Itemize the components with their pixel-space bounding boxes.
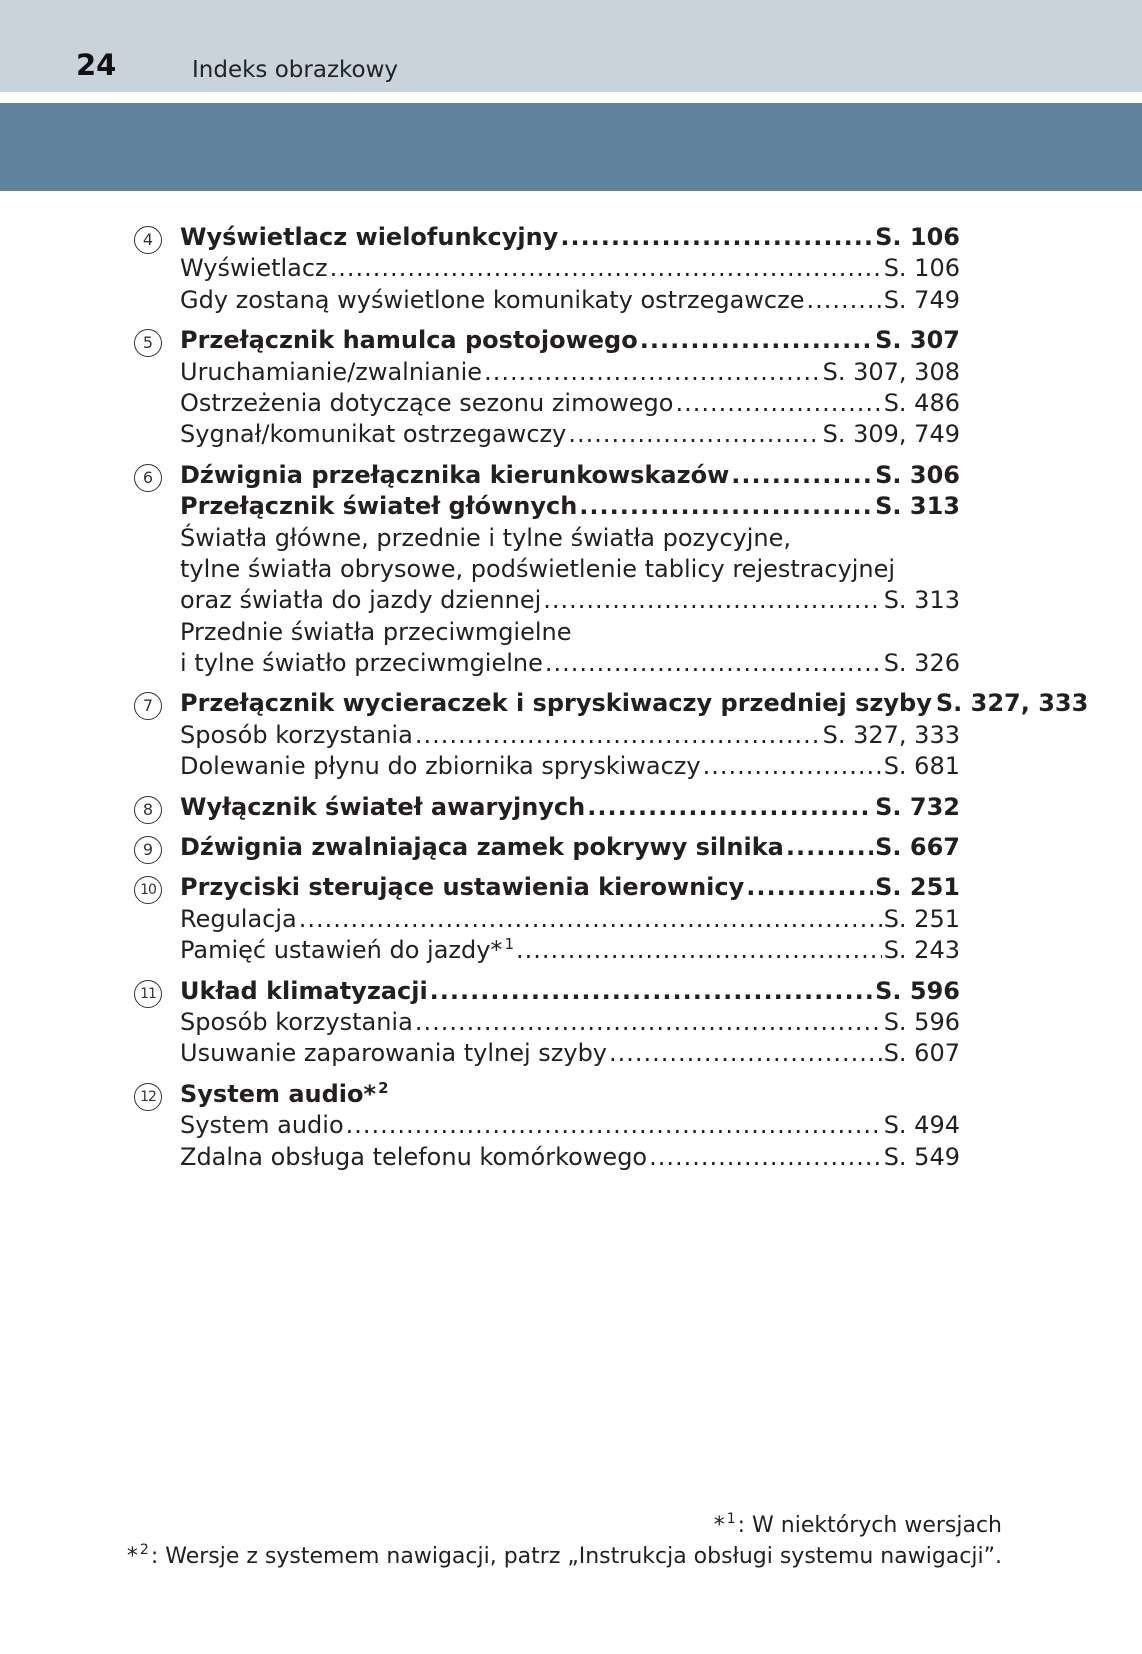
page-reference: S. 243 <box>883 936 960 965</box>
index-subentry <box>180 935 960 966</box>
page-reference: S. 607 <box>883 1039 960 1068</box>
dot-leader <box>568 419 820 450</box>
picture-index-list <box>130 222 1089 1182</box>
page-reference: S. 732 <box>875 792 960 821</box>
index-subentry <box>180 523 960 554</box>
index-group <box>130 976 960 1070</box>
dot-leader <box>675 388 881 419</box>
entry-text: tylne światła obrysowe, podświetlenie tablicy rejestracyjnej <box>180 554 896 583</box>
index-group <box>130 222 960 316</box>
entry-text: Gdy zostaną wyświetlone komunikaty ostrzegawcze <box>180 285 805 314</box>
index-subentry <box>180 1038 960 1069</box>
circled-number: 9 <box>134 836 162 864</box>
entry-text: Sposób korzystania <box>180 1007 413 1036</box>
index-subentry <box>180 357 960 388</box>
index-subentry <box>180 554 960 585</box>
dot-leader <box>649 1142 882 1173</box>
index-heading <box>180 491 960 522</box>
page-reference: S. 681 <box>883 752 960 781</box>
index-heading <box>180 688 1089 719</box>
entry-text: Przełącznik świateł głównych <box>180 492 578 521</box>
entry-text: Wyświetlacz <box>180 254 328 283</box>
dot-leader <box>299 904 882 935</box>
index-group <box>130 688 1089 782</box>
dot-leader <box>415 1007 882 1038</box>
index-subentry <box>180 1142 960 1173</box>
entry-text: Ostrzeżenia dotyczące sezonu zimowego <box>180 388 674 417</box>
section-title: Indeks obrazkowy <box>192 57 399 83</box>
index-heading <box>180 222 960 253</box>
index-subentry <box>180 617 960 648</box>
entry-text: Układ klimatyzacji <box>180 976 428 1005</box>
entry-text: oraz światła do jazdy dziennej <box>180 586 542 615</box>
entry-text: Przyciski sterujące ustawienia kierownicy <box>180 873 745 902</box>
page-reference: S. 486 <box>883 388 960 417</box>
page-number: 24 <box>76 48 117 82</box>
page-reference: S. 327, 333 <box>822 720 960 749</box>
circled-number: 10 <box>134 876 162 904</box>
entry-text: Dźwignia przełącznika kierunkowskazów <box>180 460 730 489</box>
entry-text: Regulacja <box>180 904 297 933</box>
index-heading <box>180 832 960 863</box>
index-group <box>130 872 960 966</box>
entry-text: Wyświetlacz wielofunkcyjny <box>180 223 559 251</box>
footnote: * $^2$: Wersje z systemem nawigacji, patrz „Instrukcja obsługi systemu nawigacji”. <box>126 1542 1002 1569</box>
index-subentry <box>180 720 960 751</box>
entry-text: Wyłącznik świateł awaryjnych <box>180 792 586 821</box>
entry-text: Pamięć ustawień do jazdy* $^1$ <box>180 935 514 965</box>
dot-leader <box>703 751 882 782</box>
index-heading <box>180 976 960 1007</box>
dot-leader <box>484 357 821 388</box>
dot-leader <box>543 585 881 616</box>
dot-leader <box>516 935 882 966</box>
entry-text: System audio* $^2$ <box>180 1078 389 1108</box>
index-heading <box>180 792 960 823</box>
index-subentry <box>180 285 960 316</box>
index-group <box>130 832 960 863</box>
page-reference: S. 313 <box>875 492 960 521</box>
circled-number: 8 <box>134 796 162 824</box>
circled-number: 4 <box>134 226 162 254</box>
index-subentry <box>180 585 960 616</box>
page-reference: S. 106 <box>875 223 960 251</box>
page-reference: S. 251 <box>883 904 960 933</box>
footnote: * $^1$: W niektórych wersjach <box>713 1511 1002 1538</box>
dot-leader <box>560 222 873 253</box>
dot-leader <box>806 285 881 316</box>
circled-number: 5 <box>134 329 162 357</box>
page-reference: S. 667 <box>875 833 960 862</box>
index-group <box>130 792 960 823</box>
index-group <box>130 325 960 451</box>
index-heading <box>180 1079 960 1110</box>
entry-text: System audio <box>180 1111 344 1140</box>
dot-leader <box>609 1038 882 1069</box>
index-subentry <box>180 419 960 450</box>
entry-text: Przełącznik wycieraczek i spryskiwaczy przedniej szyby <box>180 689 932 718</box>
entry-text: Sygnał/komunikat ostrzegawczy <box>180 420 567 449</box>
page-reference: S. 313 <box>883 586 960 615</box>
dot-leader <box>545 648 882 679</box>
footnotes <box>127 1510 1002 1572</box>
entry-text: Sposób korzystania <box>180 720 413 749</box>
circled-number: 7 <box>134 692 162 720</box>
dot-leader <box>330 253 882 284</box>
dot-leader <box>640 325 873 356</box>
entry-text: Zdalna obsługa telefonu komórkowego <box>180 1142 648 1171</box>
page-reference: S. 251 <box>875 873 960 902</box>
entry-text: Przełącznik hamulca postojowego <box>180 326 638 355</box>
circled-number: 11 <box>134 980 162 1008</box>
page-reference: S. 309, 749 <box>822 420 960 449</box>
index-heading <box>180 872 960 903</box>
entry-text: i tylne światło przeciwmgielne <box>180 649 543 678</box>
dot-leader <box>746 872 873 903</box>
entry-text: Dźwignia zwalniająca zamek pokrywy silnika <box>180 833 784 862</box>
blue-title-band <box>0 103 1142 191</box>
dot-leader <box>587 792 873 823</box>
footnote-mark: 1 <box>504 935 514 954</box>
dot-leader <box>415 720 821 751</box>
entry-text: Uruchamianie/zwalnianie <box>180 357 483 386</box>
page-reference: S. 749 <box>883 285 960 314</box>
index-group <box>130 1079 960 1173</box>
header-band <box>0 0 1142 92</box>
page-reference: S. 106 <box>883 254 960 283</box>
page-reference: S. 327, 333 <box>935 689 1089 718</box>
index-heading <box>180 325 960 356</box>
entry-text: Usuwanie zaparowania tylnej szyby <box>180 1039 608 1068</box>
dot-leader <box>430 976 873 1007</box>
circled-number: 12 <box>134 1083 162 1111</box>
entry-text: Przednie światła przeciwmgielne <box>180 617 572 646</box>
dot-leader <box>786 832 873 863</box>
index-subentry <box>180 1110 960 1141</box>
index-subentry <box>180 648 960 679</box>
circled-number: 6 <box>134 464 162 492</box>
index-group <box>130 460 960 680</box>
index-subentry <box>180 751 960 782</box>
index-heading <box>180 460 960 491</box>
page-reference: S. 306 <box>875 460 960 489</box>
page-reference: S. 326 <box>883 649 960 678</box>
page-reference: S. 307 <box>875 326 960 355</box>
page-reference: S. 549 <box>883 1142 960 1171</box>
index-subentry <box>180 253 960 284</box>
page-reference: S. 596 <box>875 976 960 1005</box>
dot-leader <box>731 460 873 491</box>
entry-text: Światła główne, przednie i tylne światła pozycyjne, <box>180 523 792 552</box>
index-subentry <box>180 1007 960 1038</box>
page-reference: S. 494 <box>883 1111 960 1140</box>
index-subentry <box>180 904 960 935</box>
dot-leader <box>346 1110 882 1141</box>
page-reference: S. 307, 308 <box>822 357 960 386</box>
entry-text: Dolewanie płynu do zbiornika spryskiwaczy <box>180 752 701 781</box>
page-reference: S. 596 <box>883 1007 960 1036</box>
footnote-mark: 2 <box>378 1078 389 1097</box>
dot-leader <box>579 491 873 522</box>
index-subentry <box>180 388 960 419</box>
